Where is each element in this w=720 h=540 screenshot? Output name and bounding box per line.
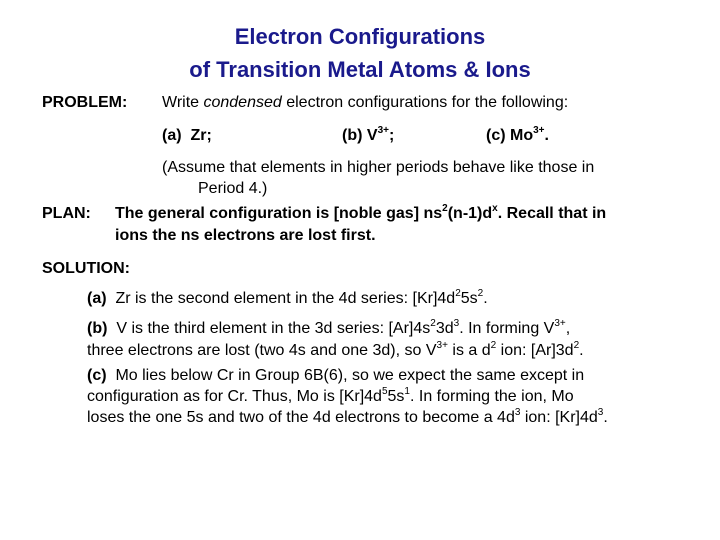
problem-item-b	[342, 126, 394, 146]
solution-b-line1	[87, 319, 570, 339]
solution-b-sup3: 3+	[554, 317, 566, 329]
slide-title-line2: of Transition Metal Atoms & Ions	[189, 57, 531, 82]
plan-sup-d: x	[492, 202, 498, 214]
solution-b-l2-text3: ion: [Ar]3d	[496, 342, 574, 359]
solution-b-l2-text4: .	[579, 342, 584, 359]
problem-item-a-text: Zr;	[190, 127, 212, 144]
problem-item-c-charge: 3+	[533, 124, 545, 136]
solution-c-l3-text3: .	[603, 409, 608, 426]
solution-b-label: (b)	[87, 320, 108, 337]
solution-b-text2: 3d	[435, 320, 454, 337]
plan-line1	[115, 204, 606, 224]
solution-c-l3-sup1: 3	[514, 406, 521, 418]
problem-prompt-emphasis: condensed	[203, 94, 282, 111]
plan-text-c: . Recall that in	[497, 205, 607, 222]
solution-a-label: (a)	[87, 290, 107, 307]
solution-c-text1: Mo lies below Cr in Group 6B(6), so we expect the same except in	[115, 367, 585, 384]
problem-item-c	[486, 126, 549, 146]
problem-prompt-start: Write	[162, 94, 204, 111]
solution-c-l2-text2: 5s	[387, 388, 405, 405]
solution-c-l2-sup2: 1	[404, 385, 410, 397]
solution-c-line2	[87, 387, 574, 407]
solution-b-l2-sup3: 2	[573, 339, 580, 351]
problem-item-c-label: (c)	[486, 127, 506, 144]
solution-b-l2-text2: is a d	[447, 342, 491, 359]
solution-a-text2: 5s	[460, 290, 478, 307]
solution-a-text3: .	[483, 290, 488, 307]
solution-a-text1: Zr is the second element in the 4d series: [Kr]4d	[115, 290, 456, 307]
solution-c-l2-sup1: 5	[381, 385, 388, 397]
solution-a	[87, 289, 488, 309]
slide-title-line1: Electron Configurations	[234, 24, 486, 49]
assume-note-line2: Period 4.)	[198, 180, 268, 197]
solution-c-l3-text1: loses the one 5s and two of the 4d electrons to become a 4d	[87, 409, 515, 426]
solution-c-l2-text1: configuration as for Cr. Thus, Mo is [Kr]4d	[87, 388, 382, 405]
solution-c-l3-sup2: 3	[597, 406, 604, 418]
solution-a-sup1: 2	[455, 287, 461, 299]
problem-prompt-end: electron configurations for the following:	[281, 94, 569, 111]
problem-label: PROBLEM:	[42, 94, 128, 111]
solution-b-l2-sup1: 3+	[436, 339, 448, 351]
solution-b-l2-text1: three electrons are lost (two 4s and one 3d), so V	[87, 342, 437, 359]
solution-c-line3	[87, 408, 608, 428]
solution-label: SOLUTION:	[42, 260, 130, 277]
plan-label: PLAN:	[42, 205, 91, 222]
solution-b-text4: ,	[565, 320, 571, 337]
problem-item-b-text: V	[366, 127, 378, 144]
problem-item-b-end: ;	[388, 127, 395, 144]
solution-b-text1: V is the third element in the 3d series: [Ar]4s	[116, 320, 431, 337]
problem-item-b-label: (b)	[342, 127, 363, 144]
problem-item-c-end: .	[544, 127, 549, 144]
assume-note-line1: (Assume that elements in higher periods behave like those in	[162, 159, 595, 176]
solution-b-text3: . In forming V	[459, 320, 555, 337]
plan-line2: ions the ns electrons are lost first.	[115, 227, 376, 244]
problem-item-a	[162, 126, 212, 146]
problem-item-a-label: (a)	[162, 127, 182, 144]
plan-sup-ns: 2	[442, 202, 448, 214]
solution-b-line2	[87, 341, 584, 361]
plan-text-a: The general configuration is [noble gas] ns	[115, 205, 443, 222]
solution-c-label: (c)	[87, 367, 107, 384]
solution-b-l2-sup2: 2	[490, 339, 497, 351]
solution-c-line1	[87, 366, 584, 386]
solution-c-l3-text2: ion: [Kr]4d	[520, 409, 598, 426]
solution-b-sup2: 3	[453, 317, 460, 329]
plan-text-b: (n-1)d	[447, 205, 493, 222]
solution-c-l2-text3: . In forming the ion, Mo	[409, 388, 574, 405]
solution-b-sup1: 2	[430, 317, 436, 329]
problem-item-b-charge: 3+	[377, 124, 389, 136]
problem-item-c-text: Mo	[510, 127, 534, 144]
problem-prompt	[162, 93, 568, 113]
solution-a-sup2: 2	[477, 287, 484, 299]
